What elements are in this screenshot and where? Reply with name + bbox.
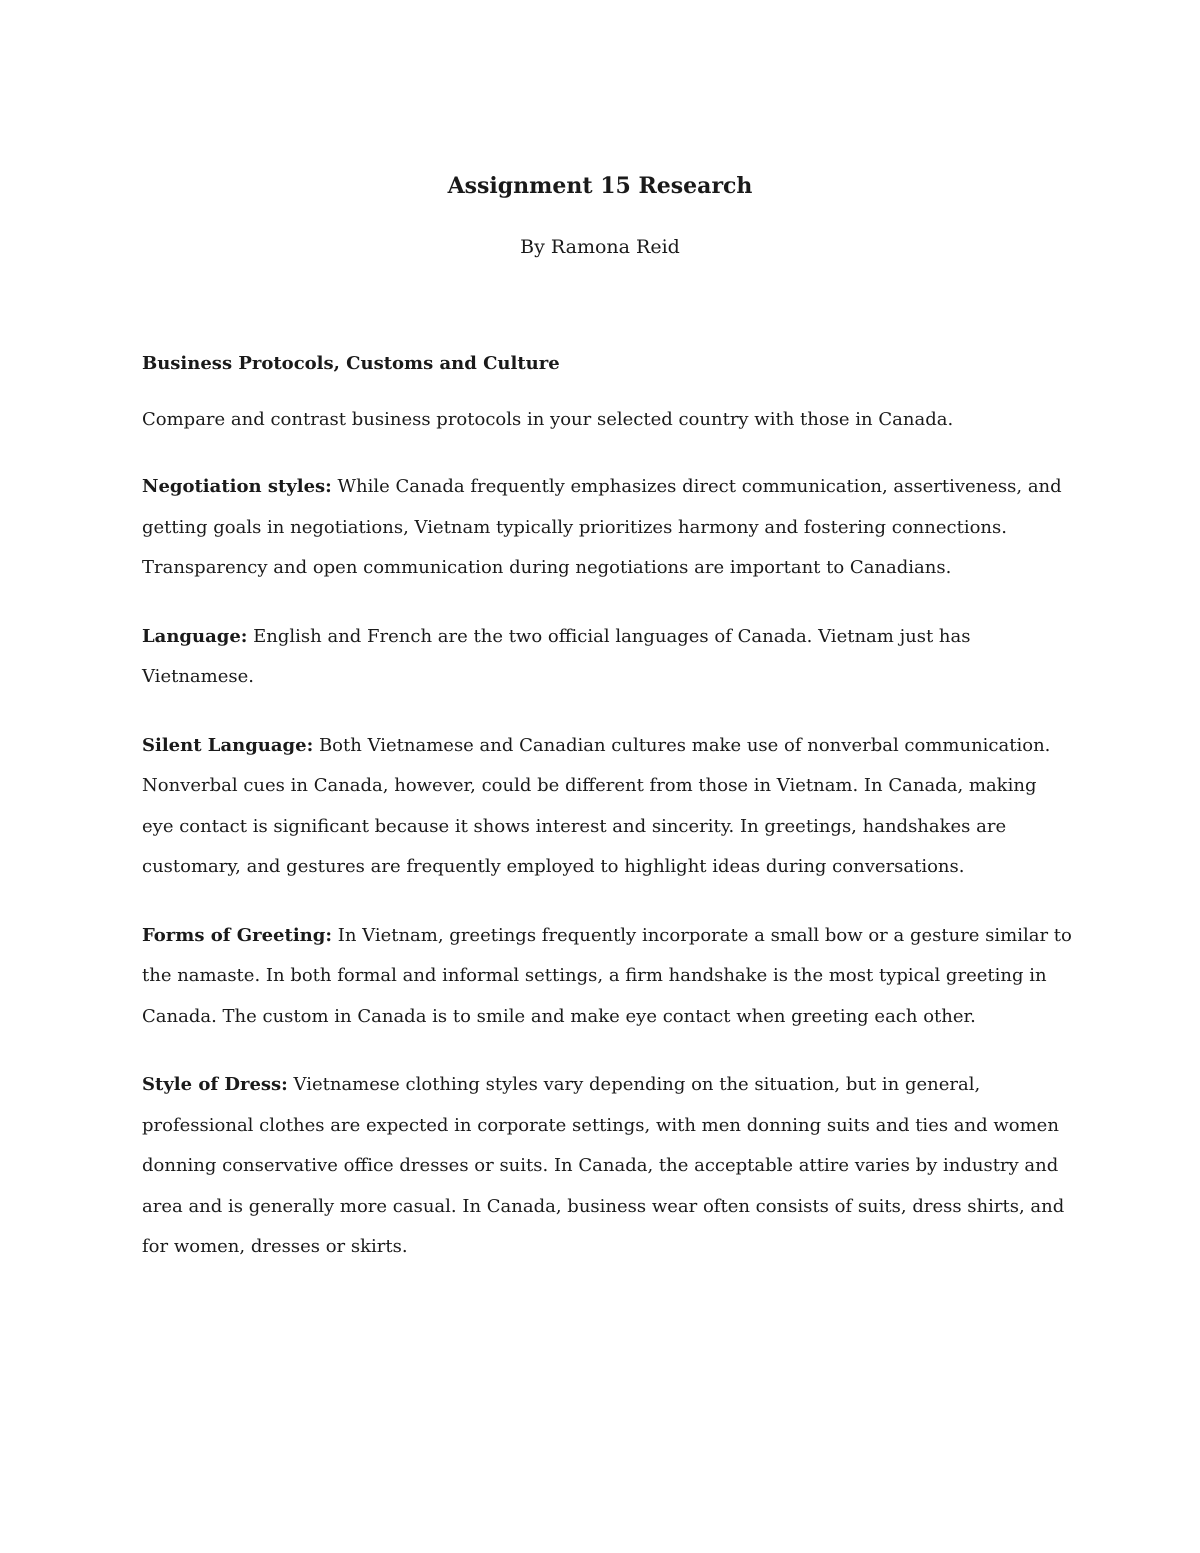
paragraph-label: Silent Language:	[142, 734, 314, 756]
document-title: Assignment 15 Research	[447, 173, 753, 199]
section-heading: Business Protocols, Customs and Culture	[142, 353, 560, 374]
paragraph-language	[142, 617, 1072, 698]
paragraph-forms-of-greeting	[142, 916, 1072, 1038]
paragraph-style-of-dress	[142, 1065, 1072, 1268]
paragraph-silent-language	[142, 726, 1072, 888]
paragraph-text: Both Vietnamese and Canadian cultures make use of nonverbal communication. Nonverbal cues in Canada, however, could be different from those in Vietnam. In Canada, making eye contact is significant because it shows interest and sincerity. In greetings, handshakes are customary, and gestures are frequently employed to highlight ideas during conversations.	[142, 734, 1051, 877]
paragraph-text: English and French are the two official languages of Canada. Vietnam just has Vietnamese.	[142, 625, 971, 687]
paragraph-label: Forms of Greeting:	[142, 924, 332, 946]
paragraph-label: Style of Dress:	[142, 1074, 288, 1095]
paragraph-text: Vietnamese clothing styles vary depending on the situation, but in general, professional clothes are expected in corporate settings, with men donning suits and ties and women donning conservative office dresses or suits. In Canada, the acceptable attire varies by industry and area and is generally more casual. In Canada, business wear often consists of suits, dress shirts, and for women, dresses or skirts.	[142, 1074, 1065, 1257]
document-author: By Ramona Reid	[520, 236, 680, 258]
paragraph-label: Negotiation styles:	[142, 476, 332, 497]
document-body	[142, 347, 1072, 1296]
paragraph-negotiation-styles	[142, 467, 1072, 589]
paragraph-label: Language:	[142, 625, 248, 647]
intro-paragraph: Compare and contrast business protocols in your selected country with those in Canada.	[142, 409, 954, 430]
paragraph-text: While Canada frequently emphasizes direct communication, assertiveness, and getting goals in negotiations, Vietnam typically prioritizes harmony and fostering connections. Transparency and open communication during negotiations are important to Canadians.	[142, 476, 1062, 578]
paragraph-text: In Vietnam, greetings frequently incorporate a small bow or a gesture similar to the namaste. In both formal and informal settings, a firm handshake is the most typical greeting in Canada. The custom in Canada is to smile and make eye contact when greeting each other.	[142, 924, 1072, 1027]
